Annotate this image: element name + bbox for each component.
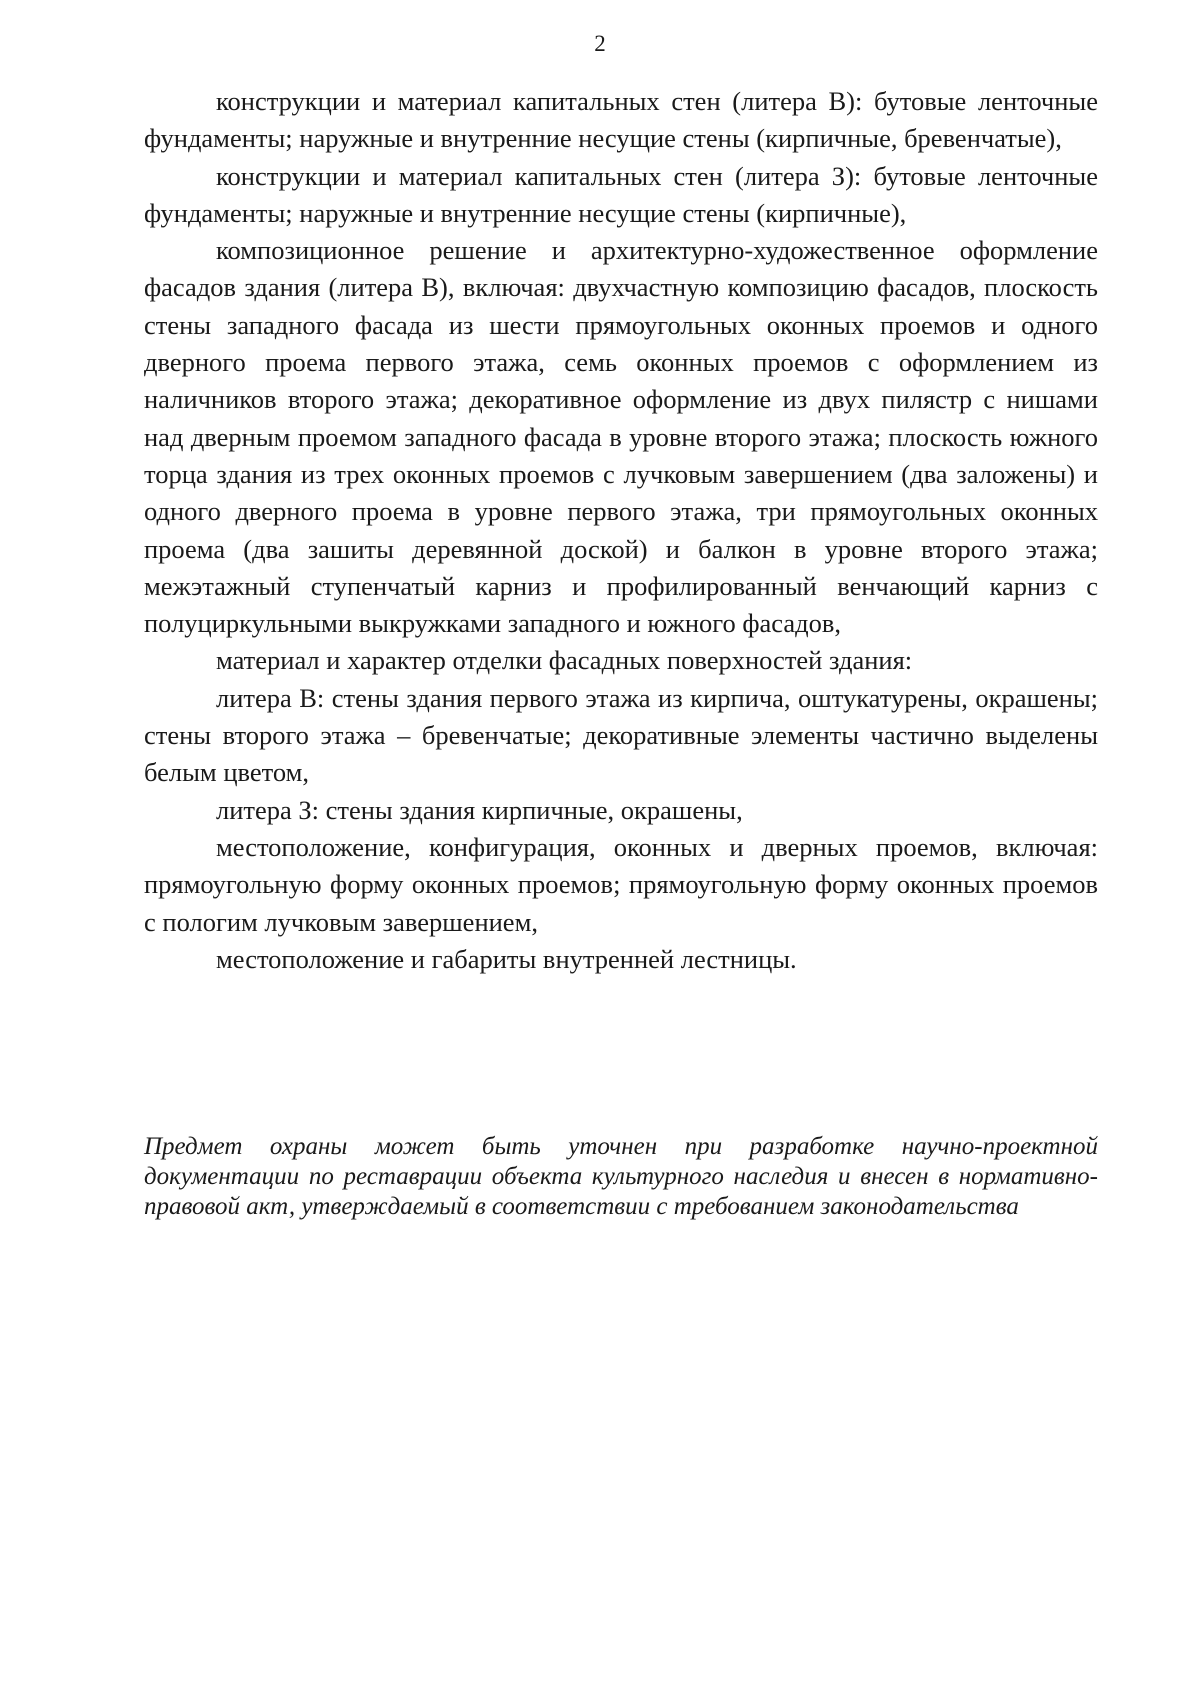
paragraph-staircase: местоположение и габариты внутренней лестницы. — [216, 943, 797, 974]
paragraph-openings: местоположение, конфигурация, оконных и дверных проемов, включая: прямоугольную форму оконных проемов; прямоугольную форму оконных проемов с пологим лучковым завершением, — [144, 831, 1098, 937]
paragraph-facade-composition: композиционное решение и архитектурно-художественное оформление фасадов здания (литера В), включая: двухчастную композицию фасадов, плоскость стены западного фасада из шести прямоугольных оконных проемов и одного дверного проема первого этажа, семь оконных проемов с оформлением из наличников второго этажа; декоративное оформление из двух пилястр с нишами над дверным проемом западного фасада в уровне второго этажа; плоскость южного торца здания из трех оконных проемов с лучковым завершением (два заложены) и одного дверного проема в уровне первого этажа, три прямоугольных оконных проема (два зашиты деревянной доской) и балкон в уровне второго этажа; межэтажный ступенчатый карниз и профилированный венчающий карниз с полуциркульными выкружками западного и южного фасадов, — [144, 235, 1098, 639]
paragraph-finish-litera-v: литера В: стены здания первого этажа из кирпича, оштукатурены, окрашены; стены второго этажа – бревенчатые; декоративные элементы частично выделены белым цветом, — [144, 682, 1098, 788]
paragraph-finish-heading: материал и характер отделки фасадных поверхностей здания: — [216, 645, 913, 676]
document-body — [144, 83, 1098, 978]
paragraph-walls-litera-z: конструкции и материал капитальных стен (литера З): бутовые ленточные фундаменты; наружные и внутренние несущие стены (кирпичные), — [144, 160, 1098, 228]
protection-subject-note: Предмет охраны может быть уточнен при разработке научно-проектной документации по реставрации объекта культурного наследия и внесен в нормативно-правовой акт, утверждаемый в соответствии с требованием законодательства — [144, 1133, 1098, 1220]
paragraph-walls-litera-v: конструкции и материал капитальных стен (литера В): бутовые ленточные фундаменты; наружные и внутренние несущие стены (кирпичные, бревенчатые), — [144, 86, 1098, 154]
paragraph-finish-litera-z: литера З: стены здания кирпичные, окрашены, — [216, 794, 743, 825]
page-number: 2 — [594, 31, 606, 56]
